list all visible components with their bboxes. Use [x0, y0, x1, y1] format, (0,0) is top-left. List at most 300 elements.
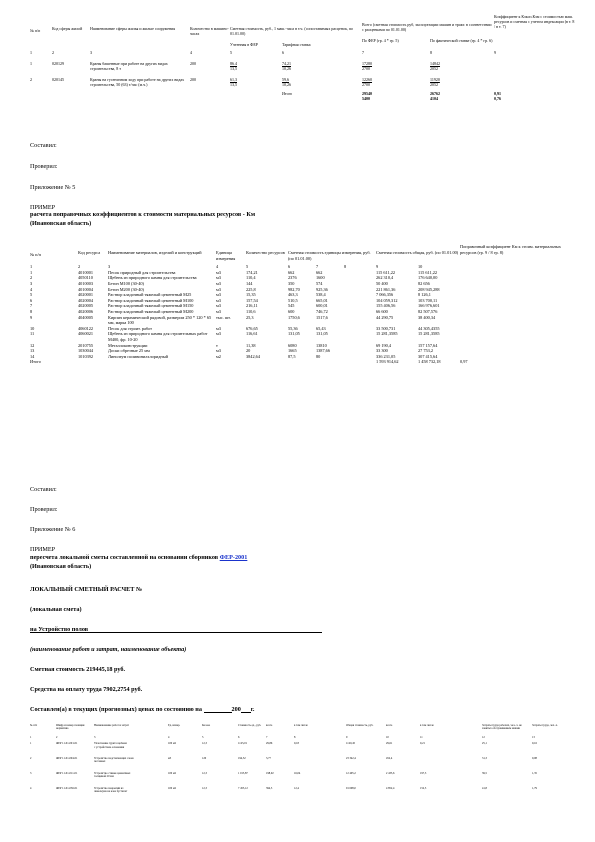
row-code: 4020006 — [78, 308, 94, 314]
row-unit: м3 — [216, 308, 221, 314]
row-qty: 200 — [190, 61, 196, 66]
row-code: 4060122 — [78, 325, 94, 331]
row-num: 14 — [30, 353, 35, 359]
row-coef — [460, 331, 578, 342]
column-number-row — [30, 261, 578, 270]
row-unit: м3 — [216, 303, 221, 309]
row-c4: 23 342,4 — [346, 757, 356, 761]
column-number: 4 — [216, 264, 219, 270]
estimate-cost: Сметная стоимость 219445,18 руб. — [30, 666, 126, 673]
row-qty: 676,65 — [246, 325, 258, 331]
row-total-1: 44 290,75 — [376, 314, 394, 320]
row-qty: 15,35 — [246, 292, 256, 298]
row-num: 3 — [30, 280, 33, 286]
row-price-2: 13810 — [316, 342, 327, 348]
table-row — [30, 742, 580, 757]
row-total-fer: 17280 2700 — [362, 61, 373, 71]
column-number: 5 — [246, 264, 249, 270]
row-price-1: 982,70 — [288, 286, 300, 292]
header-cell: Кол-во — [202, 724, 211, 727]
row-name: Бетон М100 (30-40) — [108, 280, 144, 286]
total-fer: 29540 5400 — [362, 91, 373, 101]
row-c2: 394,5 — [266, 786, 273, 790]
row-c8: 1,35 — [532, 771, 537, 775]
header-coef: Поправочный коэффициент Км к стоим. материальных ресурсов (гр. 9 / 8 гр. 8) — [460, 244, 561, 255]
row-code: 4040005 — [78, 314, 94, 320]
row-tariff: 74,21 10,26 — [282, 61, 291, 71]
header-qty: Количество в машино-часах — [190, 26, 229, 36]
table-row — [30, 757, 580, 772]
row-total-1: 262 310,4 — [376, 275, 394, 281]
row-num: 12 — [30, 342, 35, 348]
row-num: 6 — [30, 297, 33, 303]
column-number-row — [30, 733, 580, 742]
row-price-1: 1750,6 — [288, 314, 300, 320]
row-name: Песок природный для строительства — [108, 269, 176, 275]
header-cell: в том числе — [420, 724, 434, 727]
row-c1: 1125,01 — [238, 742, 247, 746]
row-price-1: 87,5 — [288, 353, 296, 359]
row-c8: 0,08 — [532, 757, 537, 761]
row-c1: 7 455,12 — [238, 786, 248, 790]
total-row — [30, 359, 578, 365]
column-number: 11 — [420, 735, 423, 739]
row-price-2: 131,05 — [316, 331, 328, 337]
row-qty: 3842,64 — [246, 353, 260, 359]
row-total-1: 15 281,3585 — [376, 331, 398, 337]
header-cell: всего — [386, 724, 393, 727]
column-number: 13 — [532, 735, 535, 739]
total-tariff: 26762 4104 — [430, 91, 441, 101]
row-qty: 216,11 — [246, 303, 258, 309]
total-t2: 1 458 732,18 — [418, 359, 441, 365]
row-total-1: 33 500,731 — [376, 325, 396, 331]
row-price-2: 1600 — [316, 275, 325, 281]
row-num: 2 — [30, 77, 32, 82]
row-name: Раствор кладочный тяжелый цементный М200 — [108, 308, 194, 314]
row-price-2: 1517,6 — [316, 314, 328, 320]
row-total-fer: 12260 2700 — [362, 77, 373, 87]
table-body — [30, 742, 580, 801]
row-unit: м3 — [216, 297, 221, 303]
row-price-2: 80 — [316, 353, 321, 359]
row-c5: 2 435,6 — [386, 771, 395, 775]
row-c6: 197,3 — [420, 771, 427, 775]
row-total-1: 155 406,56 — [376, 303, 396, 309]
row-total-2: 157 157,64 — [418, 342, 438, 348]
row-price-1: 350 — [288, 280, 295, 286]
row-c3 — [294, 757, 346, 772]
column-number: 2 — [56, 735, 58, 739]
estimate-prices-line — [30, 706, 254, 713]
row-num: 9 — [30, 314, 33, 320]
header-code: Код сферы жилой — [52, 26, 83, 31]
row-c3: 12,4 — [294, 786, 299, 790]
composed-label: Составил: — [30, 142, 57, 149]
header-cell: в том числе — [294, 724, 308, 727]
example-label: ПРИМЕР — [30, 204, 56, 211]
row-c4: 91 698,0 — [346, 786, 356, 790]
row-n: 2 — [30, 757, 32, 761]
row-num: 13 — [30, 348, 35, 354]
row-total-2: 307 415,64 — [418, 353, 438, 359]
row-total-tariff: 11920 2052 — [430, 77, 440, 87]
row-name: Раствор кладочный тяжелый цементный М150 — [108, 303, 194, 309]
row-total-2: 27 753,2 — [418, 348, 434, 354]
row-total-1: 7 066,356 — [376, 292, 394, 298]
header-cell: Общая стоимость, руб. — [346, 724, 374, 727]
row-code: 020145 — [52, 77, 64, 82]
machine-cost-table — [30, 14, 576, 101]
header-name: Наименование материалов, изделий и конструкций — [108, 250, 202, 255]
header-cell: Ед. измер. — [168, 724, 181, 727]
column-number: 3 — [90, 50, 92, 55]
row-total-2: 8 126,1 — [418, 292, 431, 298]
row-total-2: 176 640,00 — [418, 275, 438, 281]
row-name: Щебень из природного камня для строительства — [108, 275, 197, 281]
row-code: 4060021 — [78, 331, 94, 337]
row-price-1: 510,5 — [288, 297, 298, 303]
row-price-1: 1665 — [288, 348, 297, 354]
row-c2: 29,86 — [266, 742, 273, 746]
row-num: 11 — [30, 331, 35, 337]
header-coef: Коэффициент к Кэксп.Кэм с стоимостью маш. ресурсов и сметная с учетом индексации (в т. 8 / в т. 7) — [494, 14, 575, 29]
row-num: 10 — [30, 325, 35, 331]
row-total-2: 103 700,11 — [418, 297, 438, 303]
row-price-2: 574 — [316, 280, 323, 286]
estimate-prices-year-suffix: г. — [250, 706, 255, 713]
row-c4: 1120,45 — [346, 742, 355, 746]
header-total-fer: По ФЕР (гр. 4 * гр. 5) — [362, 38, 399, 43]
row-price-2: 600,01 — [316, 303, 328, 309]
row-num: 7 — [30, 303, 33, 309]
table-body — [30, 55, 576, 87]
row-price-1: 2376 — [288, 275, 297, 281]
row-qty: 25,3 — [246, 314, 254, 320]
estimate-subtitle: (локальная смета) — [30, 606, 82, 613]
column-number: 1 — [30, 50, 32, 55]
column-number: 10 — [418, 264, 423, 270]
row-name: Бетон М200 (30-40) — [108, 286, 144, 292]
column-number: 6 — [282, 50, 284, 55]
header-total: Сметная стоимость общая, руб. (по 01.01.00) — [376, 250, 459, 255]
header-num: № п/п — [30, 252, 41, 257]
column-number: 9 — [346, 735, 348, 739]
column-number: 2 — [52, 50, 54, 55]
row-unit: м3 — [216, 325, 221, 331]
header-unit: Единица измерения — [216, 250, 236, 261]
row-qty: 20 — [246, 348, 251, 354]
row-unit: 100 м2 — [168, 786, 177, 790]
row-code: ФЕР 11-01-001-01 — [56, 742, 78, 746]
row-n: 4 — [30, 786, 32, 790]
checked-label: Проверил: — [30, 506, 58, 513]
row-code: 020129 — [52, 61, 64, 66]
table-header-row — [30, 244, 578, 261]
total-t1: 1 593 914,62 — [376, 359, 399, 365]
row-name: Щебень из природного камня для строительных работ М400, фр. 10-20 — [108, 331, 208, 342]
header-cell: Затраты труда рабочих, чел.-ч. не занятых обслуживанием машин — [482, 724, 522, 731]
row-unit: м3 — [168, 757, 172, 761]
row-n: 1 — [30, 742, 32, 746]
column-number: 3 — [108, 264, 111, 270]
column-number: 4 — [168, 735, 170, 739]
row-name: Раствор кладочный тяжелый цементный М25 — [108, 292, 192, 298]
column-number: 9 — [376, 264, 379, 270]
row-qty: 157,54 — [246, 297, 258, 303]
row-total-1: 336 231,05 — [376, 353, 396, 359]
row-price-1: 662 — [288, 269, 295, 275]
total-label: Итого — [282, 91, 293, 96]
row-coef — [494, 71, 576, 87]
row-total-2: 82 656 — [418, 280, 430, 286]
row-code: 4010004 — [78, 286, 94, 292]
row-qty: 120 — [202, 757, 207, 761]
table-row — [30, 787, 580, 802]
row-unit: м3 — [216, 331, 221, 337]
row-qty: 144 — [246, 280, 253, 286]
row-coef — [460, 315, 578, 326]
row-c5: 452,4 — [386, 757, 393, 761]
example-6-region: (Ивановская область) — [30, 563, 92, 570]
row-price-2: 746,72 — [316, 308, 328, 314]
total-coef: 0,91 0,76 — [494, 91, 502, 101]
row-unit: м3 — [216, 292, 221, 298]
example-5-title: расчета поправочных коэффициентов к стоимости материальных ресурсов - Км — [30, 211, 256, 218]
row-num: 2 — [30, 275, 33, 281]
header-cost-group: Сметная стоимость, руб., 1 маш.-часа в т.ч. (сопоставимых расценок, по 01.01.00) — [230, 26, 354, 36]
row-price-2: 662 — [316, 269, 323, 275]
column-number: 7 — [266, 735, 268, 739]
date-blank — [204, 706, 232, 713]
column-number: 6 — [288, 264, 291, 270]
row-c6: 0,21 — [420, 742, 425, 746]
header-cell: Наименование работ и затрат — [94, 724, 129, 727]
header-cell: Затраты труда, чел.-ч. — [532, 724, 558, 727]
year-blank — [241, 706, 251, 713]
row-unit: м3 — [216, 348, 221, 354]
row-price-1: 6080 — [288, 342, 297, 348]
example-5-region: (Ивановская область) — [30, 220, 92, 227]
header-total-tariff: По фактической ставке (гр. 4 * гр. 6) — [430, 38, 493, 43]
total-label: Итого — [30, 359, 41, 365]
row-name: Краны на гусеничном ходу при работе на других видах строительства, 50 (63) т/час (м.ч.) — [90, 77, 185, 87]
row-n: 3 — [30, 771, 32, 775]
estimate-on-line — [30, 626, 322, 633]
row-num: 5 — [30, 292, 33, 298]
appendix-6-label: Приложение № 6 — [30, 526, 76, 533]
row-c1: 1 015,87 — [238, 771, 248, 775]
estimate-prices-text: Составлен(а) в текущих (прогнозных) ценах по состоянию на — [30, 706, 202, 713]
row-total-2: 115 611,22 — [418, 269, 438, 275]
row-unit: м3 — [216, 280, 221, 286]
row-total-2: 15 281,3585 — [418, 331, 440, 337]
row-unit: тыс. шт. — [216, 314, 231, 320]
column-number: 1 — [30, 264, 33, 270]
composed-label: Составил: — [30, 486, 57, 493]
row-price-2: 538,4 — [316, 292, 326, 298]
row-qty: 110,6 — [246, 308, 256, 314]
row-qty: 12,3 — [202, 742, 207, 746]
column-number: 7 — [362, 50, 365, 55]
header-qty: Количество ресурсов — [246, 250, 285, 255]
row-spacer — [344, 315, 376, 326]
row-total-2: 82 507,576 — [418, 308, 438, 314]
checked-label: Проверил: — [30, 163, 58, 170]
row-total-2: 208 945,288 — [418, 286, 440, 292]
row-name: Металлоконструкции — [108, 342, 148, 348]
row-name: Песок для строит. работ — [108, 325, 153, 331]
column-number: 6 — [238, 735, 240, 739]
row-name: Устройство покрытий из линолеума на клее бустилат — [94, 786, 128, 794]
header-price: Сметная стоимость единицы измерения, руб. (по 01.01.00) — [288, 250, 371, 261]
table-header-row — [30, 14, 576, 36]
row-code: 4010001 — [78, 269, 94, 275]
row-c8: 1,79 — [532, 786, 537, 790]
row-unit: м2 — [216, 353, 221, 359]
row-total-1: 104 059,312 — [376, 297, 398, 303]
row-c7: 31,3 — [482, 757, 487, 761]
row-unit: 100 м2 — [168, 742, 177, 746]
row-total-1: 115 611,22 — [376, 269, 396, 275]
column-number: 12 — [482, 735, 485, 739]
estimate-on-blank — [88, 626, 322, 633]
row-total-1: 221 861,36 — [376, 286, 396, 292]
column-number: 5 — [202, 735, 204, 739]
row-qty: 12,3 — [202, 786, 207, 790]
column-number: 2 — [78, 264, 81, 270]
row-total-1: 69 190,4 — [376, 342, 392, 348]
row-fer: 61,3 13,5 — [230, 77, 237, 87]
row-c6: 152,5 — [420, 786, 427, 790]
row-c1: 194,52 — [238, 757, 246, 761]
row-total-1: 33 300 — [376, 348, 388, 354]
material-coefficient-table — [30, 244, 578, 365]
row-name: Кирпич керамический рядовой, размером 250 * 120 * 65 мм, марка 100 — [108, 314, 212, 326]
column-number: 9 — [494, 50, 497, 55]
row-price-1: 463,3 — [288, 292, 298, 298]
row-qty: 116,61 — [246, 331, 258, 337]
column-number: 8 — [344, 264, 347, 270]
row-name: Устройство подстилающих слоев песчаных — [94, 757, 134, 764]
header-code: Код ресурса — [78, 250, 101, 255]
row-total-tariff: 14842 2052 — [430, 61, 441, 71]
row-c2: 3,77 — [266, 757, 271, 761]
table-row — [30, 55, 576, 71]
row-code: 4020005 — [78, 303, 94, 309]
row-price-2: 925,36 — [316, 286, 328, 292]
header-cost-fer: Учтенная в ФЕР — [230, 42, 258, 47]
row-unit: 100 м2 — [168, 771, 177, 775]
row-num: 8 — [30, 308, 33, 314]
row-c5: 29,61 — [386, 742, 393, 746]
row-name: Краны башенные при работе на других видах строительства, 8 т — [90, 61, 168, 71]
row-qty: 11,38 — [246, 342, 256, 348]
local-estimate-table — [30, 724, 580, 801]
row-num: 1 — [30, 269, 33, 275]
header-cell: Шифр и номер позиции норматива — [56, 724, 85, 731]
row-qty: 110,4 — [246, 275, 256, 281]
row-total-1: 50 400 — [376, 280, 388, 286]
column-number: 8 — [294, 735, 296, 739]
column-number: 4 — [190, 50, 192, 55]
total-coef: 0,97 — [460, 359, 468, 365]
row-c6 — [420, 757, 482, 772]
row-c7: 39,5 — [482, 771, 487, 775]
table-row — [30, 315, 578, 326]
table-header-row — [30, 724, 580, 733]
header-cell: № п/п — [30, 724, 38, 727]
row-code: 4010003 — [78, 280, 94, 286]
row-total-2: 38 400,34 — [418, 314, 436, 320]
row-c8: 0,16 — [532, 742, 537, 746]
row-fer: 86.4 13,5 — [230, 61, 237, 71]
example-6-title-text: пересчета локальной сметы составленной на основании сборников — [30, 554, 220, 561]
column-number: 1 — [30, 735, 32, 739]
example-6-title — [30, 554, 247, 561]
column-number: 3 — [94, 735, 96, 739]
row-code: 1010392 — [78, 353, 94, 359]
header-num: № п/п — [30, 28, 41, 33]
row-c3: 16,04 — [294, 771, 301, 775]
example-label: ПРИМЕР — [30, 546, 56, 553]
table-row — [30, 331, 578, 342]
row-c7: 25,1 — [482, 742, 487, 746]
estimate-title: ЛОКАЛЬНЫЙ СМЕТНЫЙ РАСЧЕТ № — [30, 586, 143, 593]
row-name: Устройство стяжек цементных толщиной 20 мм — [94, 771, 131, 779]
header-name: Наименование сферы жилья и жилые сооружения — [90, 26, 176, 31]
fer-2001-link[interactable]: ФЕР-2001 — [219, 554, 248, 561]
row-unit: м3 — [216, 269, 221, 275]
row-code: 4020001 — [78, 292, 94, 298]
row-spacer — [344, 331, 376, 342]
header-cell: Стоимость ед., руб. — [238, 724, 262, 727]
appendix-5-label: Приложение № 5 — [30, 184, 76, 191]
row-qty: 200 — [190, 77, 196, 82]
row-c4: 12 495,2 — [346, 771, 356, 775]
header-cell: всего — [266, 724, 273, 727]
row-tariff: 59,6 10,26 — [282, 77, 291, 87]
header-cost-tariff: Тарифная ставка — [282, 42, 311, 47]
total-row — [30, 87, 576, 101]
row-code: 2010755 — [78, 342, 94, 348]
row-coef — [494, 55, 576, 71]
row-unit: м3 — [216, 275, 221, 281]
row-total-1: 66 600 — [376, 308, 388, 314]
row-total-2: 44 305,4355 — [418, 325, 440, 331]
row-c3: 0,18 — [294, 742, 299, 746]
estimate-on-note: (наименование работ и затрат, наименование объекта) — [30, 646, 187, 653]
row-code: ФЕР 11-01-004-01 — [56, 757, 78, 761]
row-c5: 4 852,4 — [386, 786, 395, 790]
row-c2: 198,02 — [266, 771, 274, 775]
row-code: 4020004 — [78, 297, 94, 303]
column-number-row — [30, 47, 576, 55]
row-name: Доски обрезные 25 мм — [108, 348, 150, 354]
row-qty: 174,21 — [246, 269, 258, 275]
row-unit: т — [216, 342, 218, 348]
table-body — [30, 270, 578, 360]
row-code: ФЕР 11-01-036-01 — [56, 786, 78, 790]
row-name: Раствор кладочный тяжелый цементный М100 — [108, 297, 194, 303]
row-c7: 41,8 — [482, 786, 487, 790]
header-total-group: Всего (сметная стоимость руб, эксплуатации машин и тракт. в соответствии с расценками по 01.01.00) — [362, 22, 492, 32]
column-number: 7 — [316, 264, 319, 270]
column-number: 10 — [386, 735, 389, 739]
row-price-1: 55,36 — [288, 325, 298, 331]
table-row — [30, 71, 576, 87]
row-num: 4 — [30, 286, 33, 292]
